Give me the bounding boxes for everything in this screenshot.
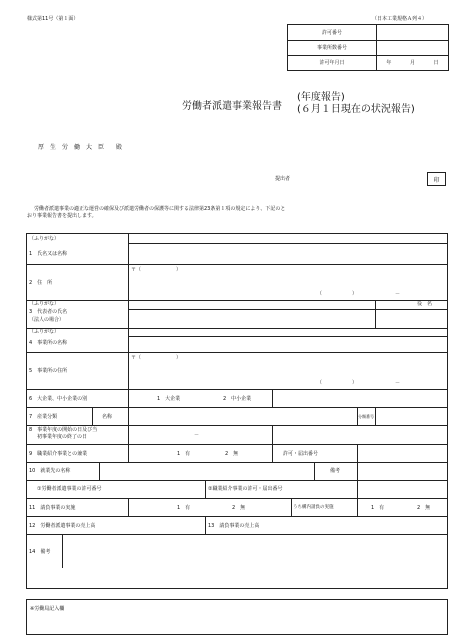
option-large[interactable]: 1 大企業 — [157, 395, 181, 402]
page-title: 労働者派遣事業報告書 — [182, 101, 282, 112]
furigana-label: （ふりがな） — [29, 235, 60, 242]
report-form-table — [26, 233, 448, 589]
name-field[interactable] — [130, 234, 446, 264]
seal-box: 印 — [427, 172, 446, 186]
company-size-label: 6 大企業、中小企業の別 — [29, 395, 88, 402]
permit-date-field[interactable] — [377, 55, 448, 70]
option-yes[interactable]: 1 有 — [177, 450, 191, 457]
contract-sales-label: 13 請負事業の売上高 — [208, 522, 260, 529]
onsite-option-no[interactable]: 2 無 — [417, 504, 431, 511]
contracting-label: 11 請負事業の実施 — [29, 504, 76, 511]
phone-dash: － — [395, 380, 401, 386]
title-label: 役 名 — [417, 301, 433, 307]
permit-number-field[interactable] — [377, 25, 448, 40]
month-unit: 月 — [409, 60, 415, 66]
remarks-label: 14 備考 — [29, 548, 51, 555]
option-no[interactable]: 2 無 — [232, 504, 246, 511]
row-representative — [27, 300, 447, 329]
option-small[interactable]: 2 中小企業 — [223, 395, 252, 402]
day-unit: 日 — [433, 60, 439, 66]
placement-label: 9 職業紹介事業との兼業 — [29, 450, 88, 457]
dispatch-sales-label: 12 労働者派遣事業の売上高 — [29, 522, 96, 529]
placement-permit-label: ②職業紹介事業の許可・届出番号 — [208, 486, 283, 492]
industry-code-label: 分類番号 — [358, 413, 374, 419]
subtitle-annual: (年度報告) — [297, 92, 345, 103]
representative-note: （法人の場合） — [29, 317, 65, 323]
fiscal-year-label-2: 初事業年度の終了の日 — [37, 434, 88, 440]
fiscal-dash: － — [194, 432, 200, 438]
phone-paren: （ ） — [317, 291, 358, 297]
subtitle-june: (６月１日現在の状況報告) — [297, 104, 415, 115]
permit-info-box — [287, 24, 449, 71]
permit-label: 許可・届出番号 — [283, 450, 319, 457]
workplace-label: 10 就業先の名称 — [29, 468, 71, 474]
addressee: 厚 生 労 働 大 臣 殿 — [38, 144, 123, 151]
name-label: 1 氏名又は名称 — [29, 250, 68, 257]
office-count-field[interactable] — [377, 40, 448, 55]
row-remarks — [27, 534, 447, 568]
row-office-address — [27, 352, 447, 390]
submitter-label: 提出者 — [275, 176, 291, 182]
row-workplace — [27, 462, 447, 499]
year-unit: 年 — [386, 60, 392, 66]
phone-dash: － — [395, 291, 401, 297]
row-office-name — [27, 328, 447, 353]
permit-date-label: 許可年月日 — [288, 55, 377, 70]
remark-label: 備考 — [330, 468, 341, 474]
office-address-label: 5 事業所の住所 — [29, 368, 68, 374]
row-name — [27, 234, 447, 265]
furigana-label: （ふりがな） — [29, 329, 60, 335]
office-count-label: 事業所数番号 — [288, 40, 377, 55]
onsite-contracting-label: うち構内請負の実施 — [293, 505, 334, 510]
permit-number-label: 許可番号 — [288, 25, 377, 40]
row-company-size — [27, 389, 447, 408]
labor-bureau-box — [26, 599, 448, 635]
intro-line-2: おり事業報告書を提出します。 — [27, 213, 97, 219]
labor-bureau-label: ※労働局記入欄 — [30, 606, 65, 612]
representative-label: 3 代表者の氏名 — [29, 309, 68, 315]
row-sales — [27, 516, 447, 535]
row-contracting — [27, 498, 447, 517]
option-yes[interactable]: 1 有 — [177, 504, 191, 511]
fiscal-year-label: 8 事業年度の開始の日及び当 — [29, 427, 98, 433]
dispatch-permit-label: ①労働者派遣事業の許可番号 — [37, 486, 102, 492]
office-name-label: 4 事業所の名称 — [29, 340, 68, 346]
industry-name-label: 名称 — [102, 413, 113, 420]
onsite-option-yes[interactable]: 1 有 — [371, 504, 385, 511]
address-label: 2 住 所 — [29, 279, 53, 286]
postal-code: 〒（ ） — [131, 267, 182, 273]
option-no[interactable]: 2 無 — [225, 450, 239, 457]
row-fiscal-year — [27, 425, 447, 445]
form-number: 様式第11号（第１面） — [27, 16, 79, 22]
postal-code: 〒（ ） — [131, 355, 182, 361]
row-industry — [27, 407, 447, 426]
row-address — [27, 264, 447, 301]
phone-paren: （ ） — [317, 380, 358, 386]
industry-label: 7 産業分類 — [29, 413, 58, 420]
paper-size-note: （日本工業規格Ａ列４） — [372, 16, 428, 22]
intro-line-1: 労働者派遣事業の適正な運営の確保及び派遣労働者の保護等に関する法律第23条第１項の規定により、下記のと — [34, 206, 286, 212]
row-placement-business — [27, 444, 447, 463]
furigana-label: （ふりがな） — [29, 301, 60, 307]
